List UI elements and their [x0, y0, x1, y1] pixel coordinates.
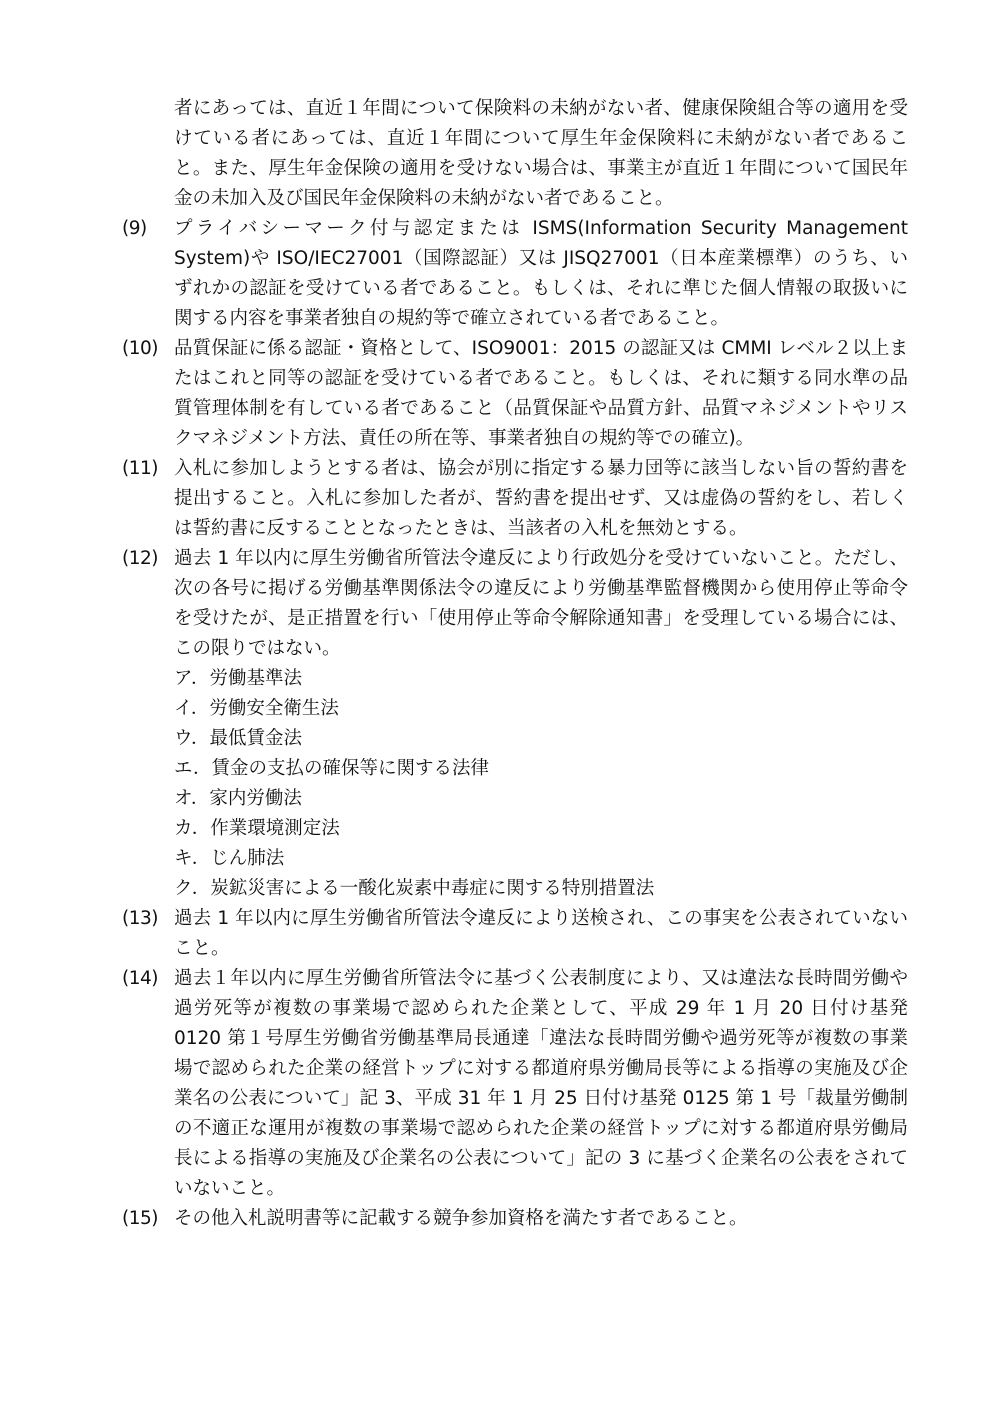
sublist-item: エ．賃金の支払の確保等に関する法律 [174, 758, 490, 779]
list-item-14 [122, 964, 908, 1204]
sublist-item: オ．家内労働法 [174, 788, 302, 809]
item-number: (15) [122, 1208, 158, 1229]
document-body [122, 94, 908, 1234]
continuation-paragraph: 者にあっては、直近１年間について保険料の未納がない者、健康保険組合等の適用を受けている者にあっては、直近１年間について厚生年金保険料に未納がない者であること。また、厚生年金保険の適用を受けない場合は、事業主が直近１年間について国民年金の未加入及び国民年金保険料の未納がない者であること。 [174, 98, 908, 209]
item-text: 入札に参加しようとする者は、協会が別に指定する暴力団等に該当しない旨の誓約書を提出すること。入札に参加した者が、誓約書を提出せず、又は虚偽の誓約をし、若しくは誓約書に反することとなったときは、当該者の入札を無効とする。 [174, 458, 908, 539]
item-number: (14) [122, 968, 158, 989]
sublist-item: カ．作業環境測定法 [174, 818, 340, 839]
item-text: 品質保証に係る認証・資格として、ISO9001：2015 の認証又は CMMI レベル２以上またはこれと同等の認証を受けている者であること。もしくは、それに類する同水準の品質管理体制を有している者であること（品質保証や品質方針、品質マネジメントやリスクマネジメント方法、責任の所在等、事業者独自の規約等での確立)。 [174, 338, 908, 449]
item-text: プライバシーマーク付与認定または ISMS(Information Security Management System)や ISO/IEC27001（国際認証）又は JISQ27001（日本産業標準）のうち、いずれかの認証を受けている者であること。もしくは、それに準じた個人情報の取扱いに関する内容を事業者独自の規約等で確立されている者であること。 [174, 218, 908, 329]
item-number: (10) [122, 338, 158, 359]
sublist-item: ク．炭鉱災害による一酸化炭素中毒症に関する特別措置法 [174, 878, 655, 899]
item-number: (11) [122, 458, 158, 479]
item-text: 過去 1 年以内に厚生労働省所管法令違反により送検され、この事実を公表されていないこと。 [174, 908, 908, 959]
list-item-10 [122, 334, 908, 454]
sublist-item: ア．労働基準法 [174, 668, 303, 689]
item-number: (12) [122, 548, 158, 569]
item-number: (13) [122, 908, 158, 929]
list-item-12 [122, 544, 908, 904]
list-item-9 [122, 214, 908, 334]
item-number: (9) [122, 218, 147, 239]
law-sublist [174, 664, 908, 904]
sublist-item: ウ．最低賃金法 [174, 728, 303, 749]
item-content [174, 544, 908, 904]
item-text: その他入札説明書等に記載する競争参加資格を満たす者であること。 [174, 1208, 748, 1229]
item-text: 過去１年以内に厚生労働省所管法令に基づく公表制度により、又は違法な長時間労働や過労死等が複数の事業場で認められた企業として、平成 29 年 1 月 20 日付け基発 0120 第１号厚生労働省労働基準局長通達「違法な長時間労働や過労死等が複数の事業場で認められた企業の経営トップに対する都道府県労働局長等による指導の実施及び企業名の公表について」記 3、平成 31 年 1 月 25 日付け基発 0125 第 1 号「裁量労働制の不適正な運用が複数の事業場で認められた企業の経営トップに対する都道府県労働局長による指導の実施及び企業名の公表について」記の 3 に基づく企業名の公表をされていないこと。 [174, 968, 908, 1199]
item-text: 過去 1 年以内に厚生労働省所管法令違反により行政処分を受けていないこと。ただし、次の各号に掲げる労働基準関係法令の違反により労働基準監督機関から使用停止等命令を受けたが、是正措置を行い「使用停止等命令解除通知書」を受理している場合には、この限りではない。 [174, 548, 908, 659]
list-item-11 [122, 454, 908, 544]
list-item-15 [122, 1204, 908, 1234]
sublist-item: キ．じん肺法 [174, 848, 285, 869]
sublist-item: イ．労働安全衛生法 [174, 698, 339, 719]
list-item-13 [122, 904, 908, 964]
